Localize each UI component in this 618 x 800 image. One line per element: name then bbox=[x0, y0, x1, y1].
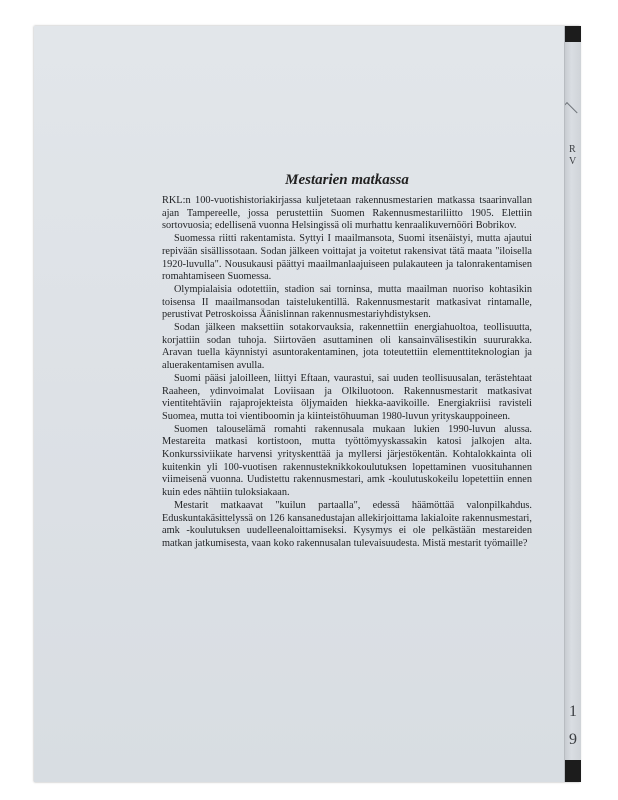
paragraph: Olympialaisia odotettiin, stadion sai torninsa, mutta maailman nuoriso kohtasikin toisensa II maailmansodan taistelukentillä. Rakennusmestarit matkasivat rintamalle, perustivat Petroskoissa Äänislinnan rakennusmestariyhdistyksen. bbox=[162, 283, 532, 321]
spine-edge bbox=[564, 26, 581, 782]
spine-letters bbox=[569, 144, 576, 168]
spine-letter: V bbox=[569, 156, 577, 167]
spine-top-band bbox=[565, 26, 581, 42]
paragraph: RKL:n 100-vuotishistoriakirjassa kuljetetaan rakennusmestarien matkassa tsaarinvallan ajan Tampereelle, jossa perustettiin Suomen Rakennusmestariliitto 1905. Elettiin sortovuosia; edellisenä vuonna Helsingissä oli murhattu kenraalikuvernööri Bobrikov. bbox=[162, 195, 532, 232]
blurb bbox=[162, 172, 532, 551]
paragraph: Suomi pääsi jaloilleen, liittyi Eftaan, vaurastui, sai uuden teollisuusalan, terästehtaat Raaheen, ydinvoimalat Loviisaan ja Olkiluotoon. Rakennusmestarit matkasivat vientitehtäviin rajaprojekteista öljymaiden hiekka-aavikoille. Energiakriisi ravisteli Suomea, mutta toi vientiboomin ja kiinteistöhuuman 1980-luvun yrityskauppoineen. bbox=[162, 372, 532, 422]
paragraph: Suomen talouselämä romahti rakennusala mukaan lukien 1990-luvun alussa. Mestareita matkasi kortistoon, mutta työttömyyskassakin katosi jalkojen alta. Konkurssiviikate harvensi yrityskenttää ja myllersi järjestökentän. Kohtalokkainta oli kuitenkin yli 100-vuotisen rakennusteknikkokoulutuksen lopettaminen vuosituhannen viimeisenä vuonna. Uudistettu rakennusmestari, amk -koulutuskokeilu lopetettiin ennen kuin edes nähtiin tuloksiakaan. bbox=[162, 423, 532, 499]
spine-bottom-band bbox=[565, 760, 581, 782]
book-jacket bbox=[34, 26, 580, 782]
blurb-title: Mestarien matkassa bbox=[285, 172, 409, 188]
emblem-icon bbox=[564, 102, 578, 131]
back-cover bbox=[34, 26, 564, 782]
paragraph: Suomessa riitti rakentamista. Syttyi I maailmansota, Suomi itsenäistyi, mutta ajautui repivään sisällissotaan. Sodan jälkeen voittajat ja voitetut rakensivat tätä maata "iloisella 1920-luvulla". Nousukausi päättyi maailmanlaajuiseen pulakauteen ja talonrakentamisen romahtamiseen Suomessa. bbox=[162, 233, 532, 283]
paragraph: Sodan jälkeen maksettiin sotakorvauksia, rakennettiin energiahuoltoa, teollisuutta, korjattiin sodan tuhoja. Siirtoväen asuttaminen oli kansainvälisestikin suururakka. Aravan tuella käynnistyi asuntorakentaminen, jota toteutettiin elementtiteknologian ja aluerakentamisen avulla. bbox=[162, 322, 532, 372]
spine-letter: R bbox=[569, 144, 576, 155]
spine-digit: 9 bbox=[569, 731, 577, 748]
spine-digit: 1 bbox=[569, 703, 577, 720]
paragraph: Mestarit matkaavat "kuilun partaalla", edessä häämöttää valonpilkahdus. Eduskuntakäsittelyssä on 126 kansanedustajan allekirjoittama lakialoite rakennusmestari, amk -koulutuksen uudelleenaloittamiseksi. Kysymys ei ole pelkästään mestareiden matkan jatkumisesta, vaan koko rakennusalan tulevaisuudesta. Mistä mestarit työmaille? bbox=[162, 499, 532, 549]
